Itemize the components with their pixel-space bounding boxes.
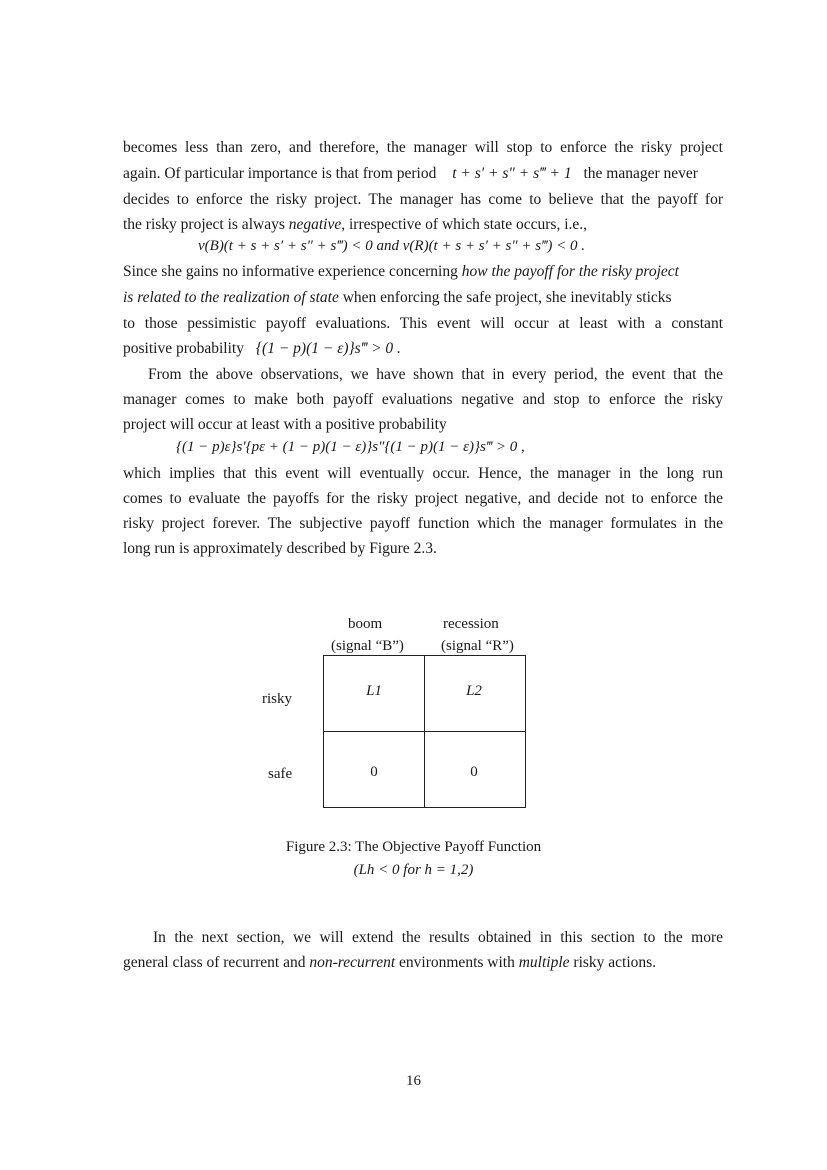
payoff-matrix bbox=[323, 655, 526, 808]
emphasis-text: multiple bbox=[518, 954, 570, 971]
cell-value: L2 bbox=[466, 683, 482, 699]
body-line bbox=[123, 953, 723, 973]
body-line: project will occur at least with a positive probability bbox=[123, 416, 447, 433]
cell-safe-boom: 0 bbox=[370, 764, 378, 780]
body-line: In the next section, we will extend the results obtained in this section to the more bbox=[153, 929, 723, 946]
body-line bbox=[123, 288, 723, 308]
body-line bbox=[123, 164, 723, 184]
body-line: to those pessimistic payoff evaluations. This event will occur at least with a constant bbox=[123, 315, 723, 332]
body-line bbox=[123, 215, 723, 235]
equation-positive-probability: {(1 − p)ε}s′{pε + (1 − p)(1 − ε)}s″{(1 − p)(1 − ε)}s‴ > 0 , bbox=[176, 439, 525, 455]
body-text: general class of recurrent and bbox=[123, 954, 306, 971]
cell-risky-recession bbox=[424, 683, 524, 700]
emphasis-text: negative, bbox=[288, 216, 346, 233]
body-line: comes to evaluate the payoffs for the risky project negative, and decide not to enforce the bbox=[123, 490, 723, 507]
period-expression: t + s′ + s″ + s‴ + 1 bbox=[452, 165, 572, 182]
body-text: positive probability bbox=[123, 340, 244, 357]
body-line: manager comes to make both payoff evaluations negative and stop to enforce the risky bbox=[123, 391, 723, 408]
body-text: Since she gains no informative experience concerning bbox=[123, 263, 458, 280]
emphasis-text: non-recurrent bbox=[309, 954, 396, 971]
cell-value: L1 bbox=[366, 683, 382, 699]
cell-safe-recession: 0 bbox=[470, 764, 478, 780]
matrix-divider bbox=[324, 731, 525, 732]
body-text: the manager never bbox=[583, 165, 698, 182]
probability-expression: {(1 − p)(1 − ε)}s‴ > 0 . bbox=[255, 340, 401, 357]
figure-caption-condition: (Lh < 0 for h = 1,2) bbox=[353, 862, 474, 878]
body-text: the risky project is always bbox=[123, 216, 285, 233]
cell-risky-boom bbox=[324, 683, 424, 700]
column-header-recession: recession bbox=[443, 616, 499, 632]
body-text: when enforcing the safe project, she inevitably sticks bbox=[342, 289, 672, 306]
row-label-safe: safe bbox=[268, 766, 293, 782]
body-line: long run is approximately described by Figure 2.3. bbox=[123, 540, 437, 557]
row-label-risky: risky bbox=[262, 691, 292, 707]
body-line: which implies that this event will eventually occur. Hence, the manager in the long run bbox=[123, 465, 723, 482]
column-signal-b: (signal “B”) bbox=[331, 638, 404, 654]
body-line bbox=[123, 339, 723, 359]
body-text: again. Of particular importance is that from period bbox=[123, 165, 437, 182]
body-line: From the above observations, we have shown that in every period, the event that the bbox=[148, 366, 723, 383]
figure-caption: Figure 2.3: The Objective Payoff Function bbox=[285, 839, 542, 855]
column-header-boom: boom bbox=[348, 616, 383, 632]
body-line: decides to enforce the risky project. The manager has come to believe that the payoff for bbox=[123, 191, 723, 208]
equation-payoff-negative: v(B)(t + s + s′ + s″ + s‴) < 0 and v(R)(t + s + s′ + s″ + s‴) < 0 . bbox=[198, 238, 586, 254]
body-text: irrespective of which state occurs, i.e., bbox=[349, 216, 588, 233]
body-line: becomes less than zero, and therefore, the manager will stop to enforce the risky project bbox=[123, 139, 723, 156]
body-line bbox=[123, 262, 723, 282]
body-line: risky project forever. The subjective payoff function which the manager formulates in the bbox=[123, 515, 723, 532]
emphasis-text: how the payoff for the risky project bbox=[461, 263, 679, 280]
emphasis-text: is related to the realization of state bbox=[123, 289, 339, 306]
body-text: environments with bbox=[399, 954, 515, 971]
body-text: risky actions. bbox=[573, 954, 657, 971]
column-signal-r: (signal “R”) bbox=[441, 638, 514, 654]
page-number: 16 bbox=[406, 1073, 421, 1089]
